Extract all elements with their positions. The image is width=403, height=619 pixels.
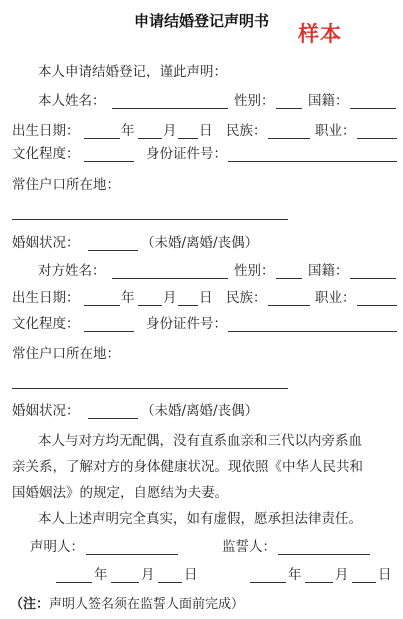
applicant-month-char: 月 bbox=[163, 123, 177, 139]
partner-marital-options: （未婚/离婚/丧偶） bbox=[141, 403, 259, 419]
applicant-birth-label: 出生日期： bbox=[12, 123, 80, 139]
document-title: 申请结婚登记声明书 bbox=[133, 12, 269, 30]
footnote bbox=[10, 593, 244, 612]
partner-day-char: 日 bbox=[199, 290, 213, 306]
applicant-day-char: 日 bbox=[199, 123, 213, 139]
supervisor-date-day-field[interactable] bbox=[352, 582, 376, 583]
supervisor-year-char: 年 bbox=[288, 567, 302, 583]
partner-residence-field[interactable] bbox=[12, 388, 288, 389]
partner-ethnicity-field[interactable] bbox=[268, 305, 310, 306]
applicant-gender-label: 性别： bbox=[234, 93, 275, 109]
partner-marital-field[interactable] bbox=[88, 418, 138, 419]
partner-id-label: 身份证件号： bbox=[146, 316, 227, 332]
applicant-ethnicity-label: 民族： bbox=[226, 123, 267, 139]
supervisor-label: 监誓人： bbox=[222, 539, 276, 555]
declarant-date-month-field[interactable] bbox=[111, 582, 139, 583]
applicant-name-label: 本人姓名： bbox=[38, 93, 106, 109]
applicant-occupation-label: 职业： bbox=[315, 123, 356, 139]
applicant-birth-month-field[interactable] bbox=[138, 138, 162, 139]
supervisor-month-char: 月 bbox=[335, 567, 349, 583]
partner-residence-label: 常住户口所在地： bbox=[12, 346, 120, 362]
partner-birth-year-field[interactable] bbox=[84, 305, 120, 306]
applicant-education-label: 文化程度： bbox=[12, 146, 80, 162]
declarant-signature-field[interactable] bbox=[86, 554, 178, 555]
declarant-day-char: 日 bbox=[184, 567, 198, 583]
applicant-marital-options: （未婚/离婚/丧偶） bbox=[141, 235, 259, 251]
declarant-month-char: 月 bbox=[141, 567, 155, 583]
applicant-birth-year-field[interactable] bbox=[84, 138, 120, 139]
applicant-education-field[interactable] bbox=[84, 161, 134, 162]
partner-gender-field[interactable] bbox=[276, 278, 302, 279]
footnote-text: 声明人签名须在监誓人面前完成） bbox=[49, 597, 245, 612]
supervisor-signature-field[interactable] bbox=[278, 554, 370, 555]
declaration-line-1: 本人与对方均无配偶，没有直系血亲和三代以内旁系血 bbox=[38, 433, 362, 449]
partner-birth-day-field[interactable] bbox=[178, 305, 198, 306]
applicant-residence-field[interactable] bbox=[12, 219, 288, 220]
partner-education-label: 文化程度： bbox=[12, 316, 80, 332]
partner-birth-month-field[interactable] bbox=[138, 305, 162, 306]
partner-education-field[interactable] bbox=[84, 331, 134, 332]
supervisor-day-char: 日 bbox=[378, 567, 392, 583]
partner-id-field[interactable] bbox=[228, 331, 397, 332]
partner-month-char: 月 bbox=[163, 290, 177, 306]
partner-nationality-label: 国籍： bbox=[308, 263, 349, 279]
intro-text: 本人申请结婚登记，谨此声明： bbox=[38, 64, 227, 80]
applicant-id-label: 身份证件号： bbox=[146, 146, 227, 162]
partner-year-char: 年 bbox=[121, 290, 135, 306]
declarant-year-char: 年 bbox=[94, 567, 108, 583]
partner-gender-label: 性别： bbox=[234, 263, 275, 279]
applicant-name-field[interactable] bbox=[112, 108, 228, 109]
declarant-date-year-field[interactable] bbox=[56, 582, 92, 583]
supervisor-date-month-field[interactable] bbox=[305, 582, 333, 583]
declaration-line-2: 亲关系，了解对方的身体健康状况。现依照《中华人民共和 bbox=[12, 459, 363, 475]
applicant-nationality-label: 国籍： bbox=[308, 93, 349, 109]
partner-nationality-field[interactable] bbox=[350, 278, 396, 279]
applicant-birth-day-field[interactable] bbox=[178, 138, 198, 139]
partner-name-label: 对方姓名： bbox=[38, 263, 106, 279]
declarant-date-day-field[interactable] bbox=[158, 582, 182, 583]
applicant-marital-label: 婚姻状况： bbox=[12, 235, 80, 251]
partner-marital-label: 婚姻状况： bbox=[12, 403, 80, 419]
partner-name-field[interactable] bbox=[112, 278, 228, 279]
applicant-nationality-field[interactable] bbox=[350, 108, 396, 109]
applicant-residence-label: 常住户口所在地： bbox=[12, 177, 120, 193]
supervisor-date-year-field[interactable] bbox=[250, 582, 286, 583]
declarant-label: 声明人： bbox=[30, 539, 84, 555]
applicant-id-field[interactable] bbox=[228, 161, 397, 162]
declaration-line-4: 本人上述声明完全真实，如有虚假，愿承担法律责任。 bbox=[38, 511, 362, 527]
applicant-year-char: 年 bbox=[121, 123, 135, 139]
footnote-prefix: （注： bbox=[10, 597, 50, 612]
declaration-line-3: 国婚姻法》的规定，自愿结为夫妻。 bbox=[12, 485, 228, 501]
applicant-gender-field[interactable] bbox=[276, 108, 302, 109]
partner-occupation-label: 职业： bbox=[315, 290, 356, 306]
applicant-occupation-field[interactable] bbox=[357, 138, 397, 139]
partner-ethnicity-label: 民族： bbox=[226, 290, 267, 306]
partner-occupation-field[interactable] bbox=[357, 305, 397, 306]
sample-stamp: 样本 bbox=[298, 22, 342, 46]
partner-birth-label: 出生日期： bbox=[12, 290, 80, 306]
applicant-marital-field[interactable] bbox=[88, 250, 138, 251]
applicant-ethnicity-field[interactable] bbox=[268, 138, 310, 139]
